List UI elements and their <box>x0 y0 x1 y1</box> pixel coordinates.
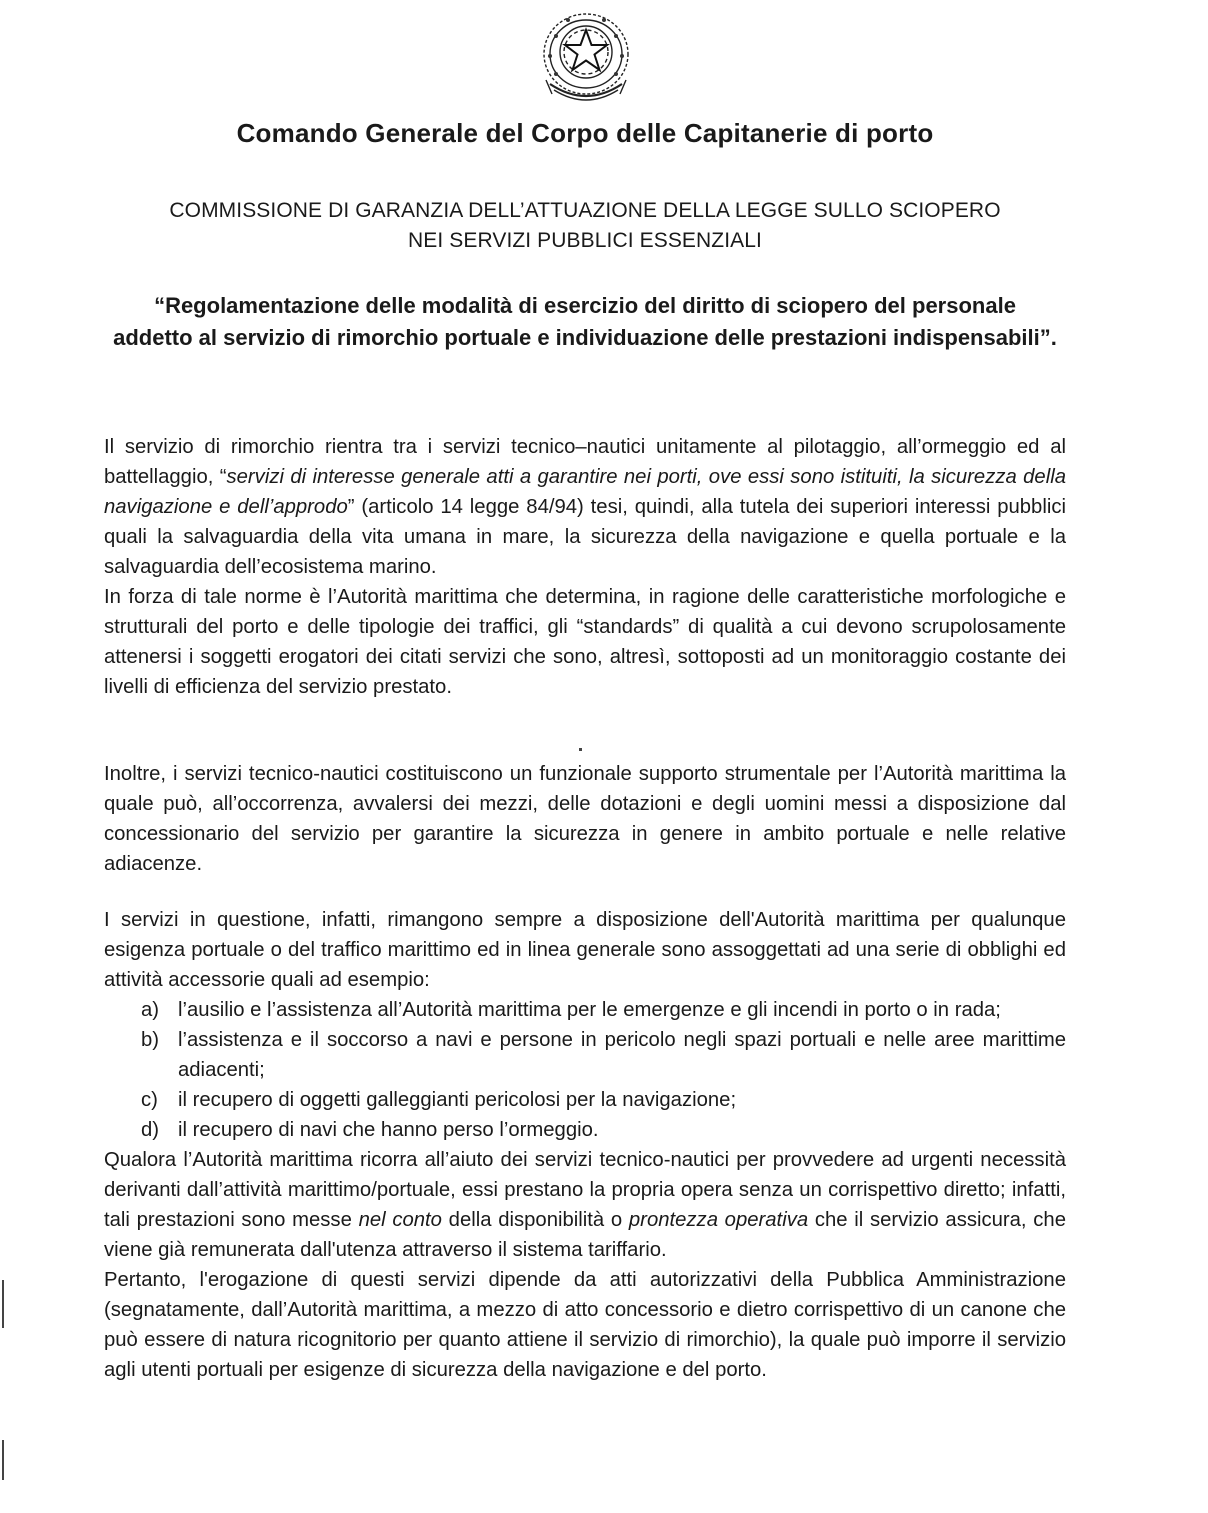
commission-line-1: COMMISSIONE DI GARANZIA DELL’ATTUAZIONE DELLA LEGGE SULLO SCIOPERO <box>169 199 1001 222</box>
document-title: Comando Generale del Corpo delle Capitanerie di porto <box>236 118 934 148</box>
paragraph: Inoltre, i servizi tecnico-nautici costituiscono un funzionale supporto strumentale per l’Autorità marittima la quale può, all’occorrenza, avvalersi dei mezzi, delle dotazioni e degli uomini messi a disposizione dal concessionario del servizio per garantire la sicurezza in genere in ambito portuale e nelle relative adiacenze. <box>104 763 1066 875</box>
scan-artifact <box>2 1280 4 1328</box>
paragraph: I servizi in questione, infatti, rimangono sempre a disposizione dell'Autorità marittima per qualunque esigenza portuale o del traffico marittimo ed in linea generale sono assoggettati ad una serie di obblighi ed attività accessorie quali ad esempio: <box>104 909 1066 991</box>
paragraph: In forza di tale norme è l’Autorità marittima che determina, in ragione delle caratteristiche morfologiche e strutturali del porto e delle tipologie dei traffici, gli “standards” di qualità a cui devono scrupolosamente attenersi i soggetti erogatori dei citati servizi che sono, altresì, sottoposti ad un monitoraggio costante dei livelli di efficienza del servizio prestato. <box>104 586 1066 698</box>
section-1 <box>104 432 1066 702</box>
obligations-list <box>104 995 1066 1145</box>
scan-artifact <box>2 1440 4 1480</box>
scan-artifact <box>579 748 582 751</box>
paragraph: Pertanto, l'erogazione di questi servizi dipende da atti autorizzativi della Pubblica Amministrazione (segnatamente, dall’Autorità marittima, a mezzo di atto concessorio e dietro corrispettivo di un canone che può essere di natura ricognitorio per quanto attiene il servizio di rimorchio), la quale può imporre il servizio agli utenti portuali per esigenze di sicurezza della navigazione e del porto. <box>104 1269 1066 1381</box>
section-2 <box>104 759 1066 879</box>
italian-republic-emblem-icon <box>536 6 636 110</box>
regulation-title: “Regolamentazione delle modalità di esercizio del diritto di sciopero del personale addetto al servizio di rimorchio portuale e individuazione delle prestazioni indispensabili”. <box>113 293 1057 350</box>
list-item: a) l’ausilio e l’assistenza all’Autorità marittima per le emergenze e gli incendi in porto o in rada; <box>141 999 1001 1021</box>
list-item: b) l’assistenza e il soccorso a navi e persone in pericolo negli spazi portuali e nelle aree marittime adiacenti; <box>141 1029 1066 1081</box>
quoted-law-text: servizi di interesse generale atti a garantire nei porti, ove essi sono istituiti, la sicurezza della navigazione e dell’approdo <box>104 466 1066 518</box>
paragraph: Il servizio di rimorchio rientra tra i servizi tecnico–nautici unitamente al pilotaggio, all’ormeggio ed al battellaggio, “servizi di interesse generale atti a garantire nei porti, ove essi sono istituiti, la sicurezza della navigazione e dell’approdo” (articolo 14 legge 84/94) tesi, quindi, alla tutela dei superiori interessi pubblici quali la salvaguardia della vita umana in mare, la sicurezza della navigazione e quella portuale e la salvaguardia dell’ecosistema marino. <box>104 436 1066 578</box>
paragraph: Qualora l’Autorità marittima ricorra all’aiuto dei servizi tecnico-nautici per provvedere ad urgenti necessità derivanti dall’attività marittimo/portuale, essi prestano la propria opera senza un corrispettivo diretto; infatti, tali prestazioni sono messe nel conto della disponibilità o prontezza operativa che il servizio assicura, che viene già remunerata dall'utenza attraverso il sistema tariffario. <box>104 1149 1066 1261</box>
commission-line-2: NEI SERVIZI PUBBLICI ESSENZIALI <box>408 229 762 252</box>
commission-heading <box>0 196 1170 256</box>
list-item: d) il recupero di navi che hanno perso l’ormeggio. <box>141 1119 599 1141</box>
section-3 <box>104 905 1066 1385</box>
list-item: c) il recupero di oggetti galleggianti pericolosi per la navigazione; <box>141 1089 737 1111</box>
